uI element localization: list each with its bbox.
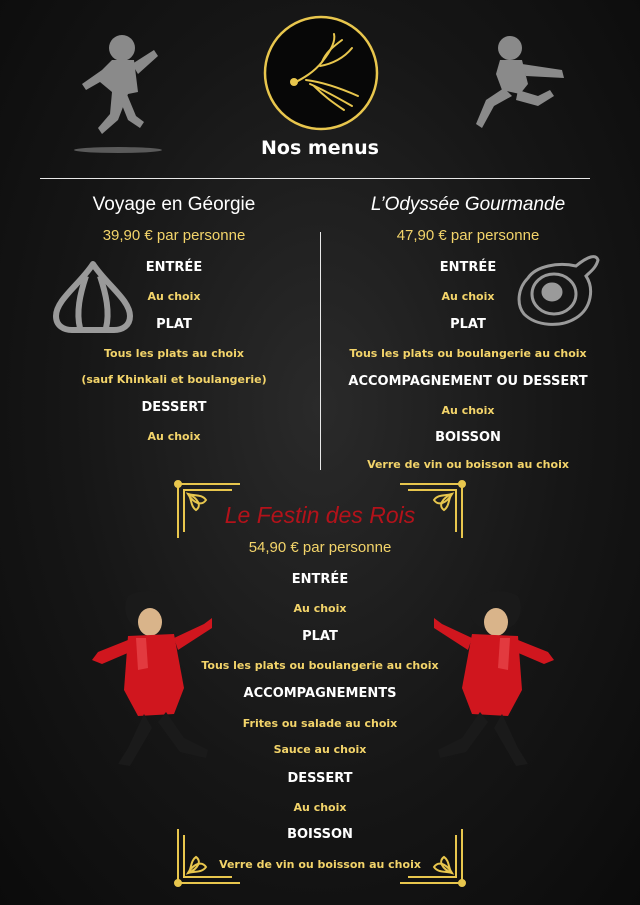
detail-text: Tous les plats ou boulangerie au choix bbox=[349, 347, 587, 360]
detail-text: Frites ou salade au choix bbox=[242, 717, 398, 730]
section-plat: PLAT bbox=[302, 629, 338, 644]
section-plat: PLAT bbox=[450, 317, 486, 332]
detail-text: Au choix bbox=[293, 602, 347, 615]
detail-text: Au choix bbox=[147, 290, 201, 303]
section-dessert: DESSERT bbox=[287, 771, 353, 786]
detail-text: Verre de vin ou boisson au choix bbox=[367, 458, 569, 471]
detail-text: Tous les plats au choix bbox=[104, 347, 244, 360]
section-entree: ENTRÉE bbox=[291, 572, 349, 587]
section-plat: PLAT bbox=[156, 317, 192, 332]
section-boisson: BOISSON bbox=[435, 430, 501, 445]
section-accompagnement: ACCOMPAGNEMENT OU DESSERT bbox=[348, 374, 588, 389]
menu-title: Le Festin des Rois bbox=[224, 502, 416, 528]
menu-price: 47,90 € par personne bbox=[396, 227, 540, 244]
menu-price: 39,90 € par personne bbox=[102, 227, 246, 244]
detail-text: (sauf Khinkali et boulangerie) bbox=[81, 373, 267, 386]
section-boisson: BOISSON bbox=[287, 827, 353, 842]
section-entree: ENTRÉE bbox=[145, 260, 203, 275]
detail-text: Au choix bbox=[441, 290, 495, 303]
page-title: Nos menus bbox=[261, 137, 379, 159]
detail-text: Tous les plats ou boulangerie au choix bbox=[201, 659, 439, 672]
section-dessert: DESSERT bbox=[141, 400, 207, 415]
section-accompagnements: ACCOMPAGNEMENTS bbox=[243, 686, 397, 701]
menu-title: L’Odyssée Gourmande bbox=[370, 194, 566, 215]
detail-text: Verre de vin ou boisson au choix bbox=[219, 858, 421, 871]
section-entree: ENTRÉE bbox=[439, 260, 497, 275]
detail-text: Au choix bbox=[147, 430, 201, 443]
menu-festin-des-rois bbox=[170, 0, 470, 880]
detail-text: Au choix bbox=[441, 404, 495, 417]
menu-title: Voyage en Géorgie bbox=[92, 194, 256, 215]
detail-text: Sauce au choix bbox=[273, 743, 367, 756]
menu-price: 54,90 € par personne bbox=[248, 539, 392, 556]
detail-text: Au choix bbox=[293, 801, 347, 814]
